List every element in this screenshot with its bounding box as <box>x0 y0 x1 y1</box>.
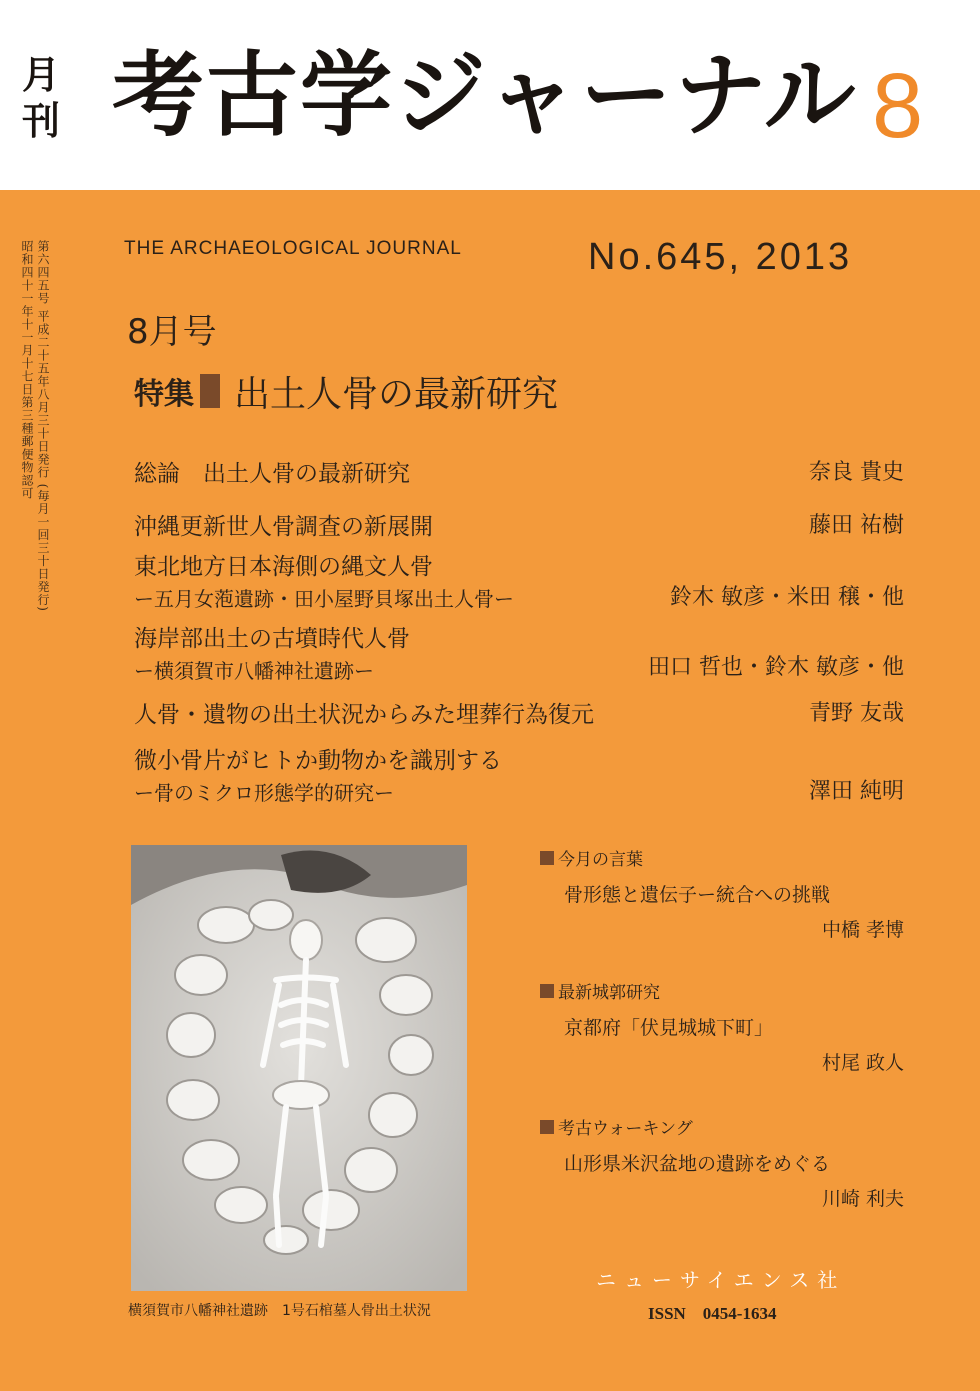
section-heading <box>540 1114 904 1139</box>
article-title: 総論 出土人骨の最新研究 <box>134 461 410 487</box>
section-heading-label: 最新城郭研究 <box>558 983 660 1003</box>
issn-number: ISSN 0454-1634 <box>648 1304 777 1323</box>
section-heading <box>540 978 904 1003</box>
vertical-postal-info: 昭和四十一年十一月十七日第三種郵便物認可 <box>20 240 34 500</box>
section-title: 京都府「伏見城城下町」 <box>564 1017 774 1039</box>
sidebar-section <box>540 1114 904 1211</box>
photo-caption: 横須賀市八幡神社遺跡 1号石棺墓人骨出土状況 <box>128 1303 431 1319</box>
monthly-char: 刊 <box>22 99 61 143</box>
square-bullet-icon <box>540 1120 554 1134</box>
square-bullet-icon <box>540 851 554 865</box>
issue-month-number: 8 <box>872 55 924 157</box>
square-bullet-icon <box>540 984 554 998</box>
vertical-publication-info: 第六四五号 平成二十五年八月三十日発行 (毎月一回三十日発行) <box>36 240 50 612</box>
section-heading-label: 今月の言葉 <box>558 850 643 870</box>
publisher-name: ニューサイエンス社 <box>596 1268 846 1292</box>
article-author: 青野 友哉 <box>809 701 904 726</box>
journal-title: 考古学ジャーナル <box>112 42 858 149</box>
article-subtitle: ー骨のミクロ形態学的研究ー <box>134 781 394 805</box>
issue-number: No.645, 2013 <box>588 236 853 278</box>
section-author: 村尾 政人 <box>821 1052 904 1074</box>
monthly-label <box>22 52 62 144</box>
section-heading-label: 考古ウォーキング <box>558 1119 693 1139</box>
article-title: 人骨・遺物の出土状況からみた埋葬行為復元 <box>134 702 594 728</box>
sidebar-section <box>540 845 904 942</box>
excavation-photo-drawing <box>131 845 467 1291</box>
article-author: 藤田 祐樹 <box>809 513 904 538</box>
article-title: 東北地方日本海側の縄文人骨 <box>134 554 433 580</box>
article-item <box>134 696 904 729</box>
section-title: 骨形態と遺伝子ー統合への挑戦 <box>564 884 831 906</box>
article-author: 澤田 純明 <box>809 779 904 804</box>
english-title: THE ARCHAEOLOGICAL JOURNAL <box>124 238 462 259</box>
article-subtitle: ー五月女萢遺跡・田小屋野貝塚出土人骨ー <box>134 587 514 611</box>
article-title: 微小骨片がヒトか動物かを識別する <box>134 748 502 774</box>
feature-marker <box>200 374 220 408</box>
article-item <box>134 548 904 612</box>
feature-label: 特集 <box>134 377 194 412</box>
article-item <box>134 508 904 541</box>
article-title: 海岸部出土の古墳時代人骨 <box>134 626 410 652</box>
sidebar-section <box>540 978 904 1075</box>
feature-heading <box>134 368 558 414</box>
article-item <box>134 742 904 806</box>
section-author: 中橋 孝博 <box>821 919 904 941</box>
article-author: 奈良 貴史 <box>809 460 904 485</box>
section-title: 山形県米沢盆地の遺跡をめぐる <box>564 1153 831 1175</box>
monthly-char: 月 <box>22 53 61 97</box>
month-label: 8月号 <box>127 312 217 352</box>
section-heading <box>540 845 904 870</box>
article-title: 沖縄更新世人骨調査の新展開 <box>134 514 433 540</box>
section-author: 川崎 利夫 <box>821 1188 904 1210</box>
feature-title: 出土人骨の最新研究 <box>234 373 559 415</box>
article-author: 鈴木 敏彦・米田 穣・他 <box>670 585 904 610</box>
article-item <box>134 620 904 684</box>
article-item <box>134 455 904 488</box>
excavation-photo <box>131 845 467 1291</box>
article-author: 田口 哲也・鈴木 敏彦・他 <box>648 655 904 680</box>
masthead <box>0 0 980 190</box>
article-subtitle: ー横須賀市八幡神社遺跡ー <box>134 659 374 683</box>
